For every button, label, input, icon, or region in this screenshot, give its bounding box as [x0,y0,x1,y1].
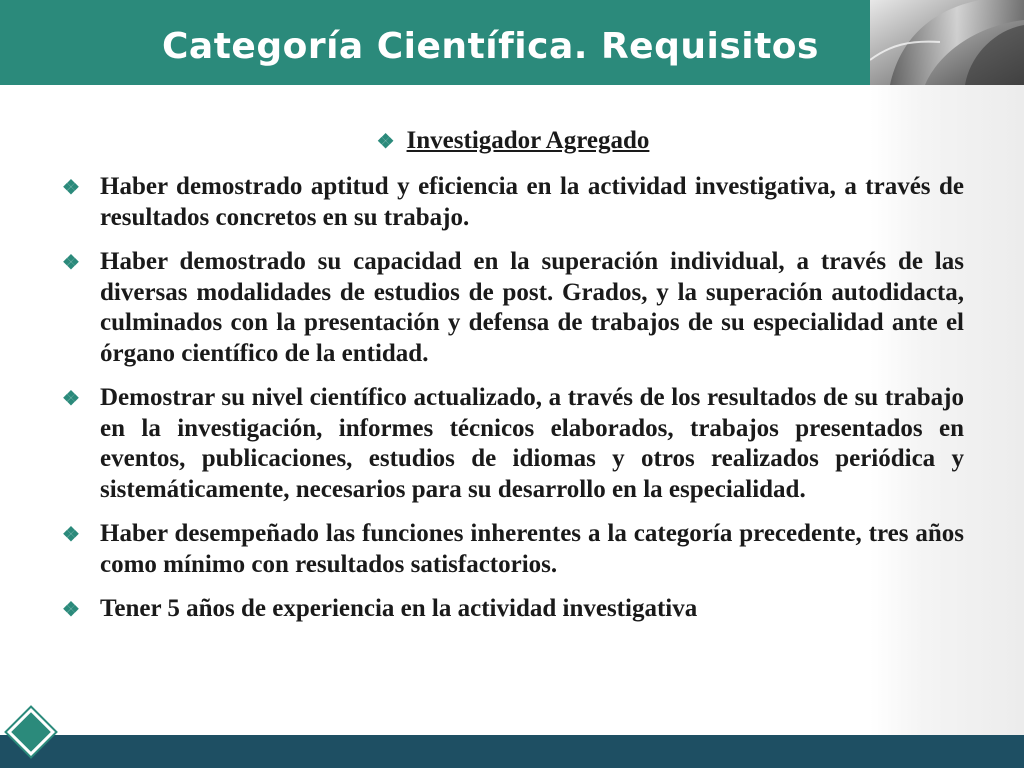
diamond-bullet-icon: ❖ [62,252,80,274]
diamond-bullet-icon: ❖ [62,177,80,199]
header-decorative-graphic [870,0,1024,85]
subheading-text: Investigador Agregado [406,127,650,154]
requirements-list [62,172,964,625]
list-item [62,383,964,505]
diamond-bullet-icon: ❖ [62,388,80,410]
list-item-text: Haber demostrado aptitud y eficiencia en la actividad investigativa, a través de resultados concretos en su trabajo. [100,173,964,231]
slide-title: Categoría Científica. Requisitos [162,26,819,67]
list-item [62,594,964,625]
diamond-bullet-icon: ❖ [376,131,395,153]
list-item [62,519,964,580]
slide-content [62,125,964,639]
metallic-curve-graphic [870,0,1024,85]
list-item-text: Tener 5 años de experiencia en la actividad investigativa [100,595,698,622]
header-bar [0,0,870,85]
subheading [62,125,964,158]
list-item [62,172,964,233]
diamond-bullet-icon: ❖ [62,524,80,546]
diamond-bullet-icon: ❖ [62,599,80,621]
list-item-text: Haber desempeñado las funciones inherentes a la categoría precedente, tres años como mínimo con resultados satisfactorios. [100,520,964,578]
list-item-text: Demostrar su nivel científico actualizado, a través de los resultados de su trabajo en la investigación, informes técnicos elaborados, trabajos presentados en eventos, publicaciones, estudios de idiomas y otros realizados periódica y sistemáticamente, necesarios para su desarrollo en la especialidad. [100,384,964,503]
list-item [62,247,964,369]
footer-bar [0,735,1024,768]
list-item-text: Haber demostrado su capacidad en la superación individual, a través de las diversas modalidades de estudios de post. Grados, y la superación autodidacta, culminados con la presentación y defensa de trabajos de su especialidad ante el órgano científico de la entidad. [100,248,964,367]
